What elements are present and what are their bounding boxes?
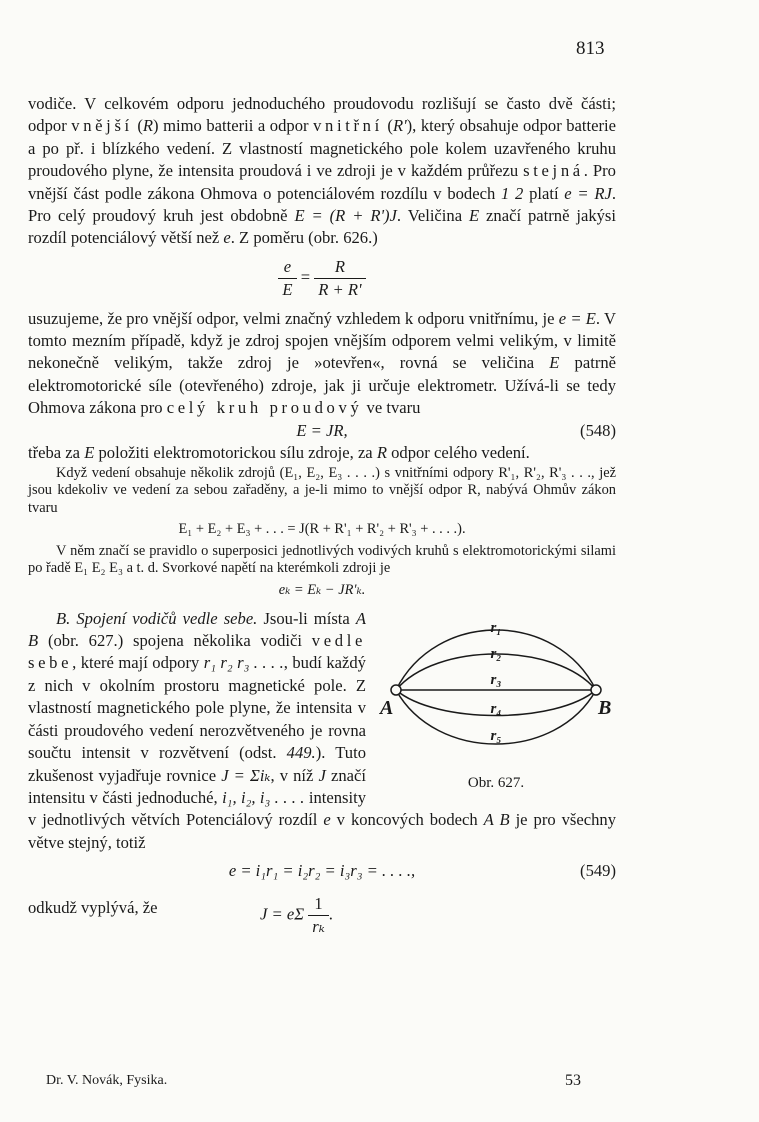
parallel-conductors-diagram: [376, 612, 616, 762]
label-r2: r₂: [490, 645, 502, 662]
figure-627: [376, 612, 616, 795]
section-heading: B. Spojení vodičů vedle sebe.: [56, 608, 258, 628]
equation-549: e = i₁r₁ = i₂r₂ = i₃r₃ = . . . ., (549): [228, 861, 616, 881]
node-a: [391, 685, 401, 695]
footer-sheet-number: 53: [565, 1072, 581, 1089]
page-number: 813: [576, 38, 605, 59]
label-node-a: A: [380, 696, 394, 719]
equation-terminal-voltage: eₖ = Eₖ − JR'ₖ.: [278, 582, 366, 599]
equation-multiple-sources: E₁ + E₂ + E₃ + . . . = J(R + R'₁ + R'₂ + R'₃ + . . . .).: [178, 521, 466, 538]
label-r1: r₁: [490, 619, 502, 636]
ratio-formula: $\frac{e}{E}$ = $\frac{R}{R + R'}$: [28, 256, 616, 302]
body-text: [28, 93, 616, 943]
paragraph-ohm-resistance: vodiče. V celkovém odporu jednoduchého proudovodu rozlišují se často dvě části; odpor vnější (R) mimo batterii a odpor vnitřní (R'), který obsahuje odpor batterie a po př. i blízkého vedení. Z vlastností magnetického pole kolem uzavřeného kruhu proudového plyne, že intensita proudová i ve zdroji je v každém průřezu stejná. Pro vnější část podle zákona Ohmova o potenciálovém rozdílu v bodech 1 2 platí e = RJ. Pro celý proudový kruh jest obdobně E = (R + R')J. Veličina E značí patrně jakýsi rozdíl potenciálový větší než e. Z poměru (obr. 626.): [28, 94, 617, 248]
final-text: odkudž vyplývá, že: [28, 897, 158, 917]
equation-548: E = JR, (548): [296, 420, 616, 440]
paragraph-superposition: V něm značí se pravidlo o superposici jednotlivých vodivých kruhů s elektromotorickými silami po řadě E₁ E₂ E₃ a t. d. Svorkové napětí na kterémkoli zdroji je: [28, 542, 616, 577]
section-b: [28, 608, 616, 854]
paragraph-parallel: B. Spojení vodičů vedle sebe. Jsou-li místa A B (obr. 627.) spojena několika vodiči vedle sebe, které mají odpory r₁ r₂ r₃ . . . ., budí každý z nich v okolním prostoru magnetické pole. Z vlastností magnetického pole plyne, že intensita v části proudového vedení nerozvětveného je rovna součtu intensit v rozvětvení (odst. 449.). Tuto zkušenost vyjadřuje rovnice J = Σiₖ, v níž J značí intensitu v části jednoduché, i₁, i₂, i₃ . . . . intensity v jednotlivých větvích Potenciálový rozdíl e v koncových bodech A B je pro všechny větve stejný, totiž: [28, 608, 616, 852]
paragraph-open-source: usuzujeme, že pro vnější odpor, velmi značný vzhledem k odporu vnitřnímu, je e = E. V tomto mezním případě, když je zdroj spojen vnějším odporem velmi velikým, v limitě nekonečně velikým, takže zdroj je »otevřen«, rovná se veličina E patrně elektromotorické síle (otevřeného) zdroje, jak ji určuje elektrometr. Užívá-li se tedy Ohmova zákona pro celý kruh proudový ve tvaru: [28, 308, 617, 418]
label-r3: r₃: [490, 671, 502, 688]
label-r4: r₄: [490, 700, 502, 717]
node-b: [591, 685, 601, 695]
figure-caption: Obr. 627.: [467, 775, 525, 792]
label-node-b: B: [598, 696, 612, 719]
footer-author: Dr. V. Novák, Fysika.: [46, 1073, 168, 1088]
label-r5: r₅: [490, 727, 502, 744]
paragraph-multiple-sources: Když vedení obsahuje několik zdrojů (E₁, E₂, E₃ . . . .) s vnitřními odpory R'₁, R'₂, R'₃ . . ., jež jsou kdekoliv ve vedení za sebou zařaděny, a je-li mimo to vnější odpor R, nabývá Ohmův zákon tvaru: [28, 464, 616, 516]
paragraph-emf: třeba za E položiti elektromotorickou sílu zdroje, za R odpor celého vedení.: [28, 443, 530, 463]
final-equation-row: [28, 893, 616, 943]
final-formula: J = eΣ $\frac{1}{\text{rₖ}}$ .: [260, 893, 333, 936]
